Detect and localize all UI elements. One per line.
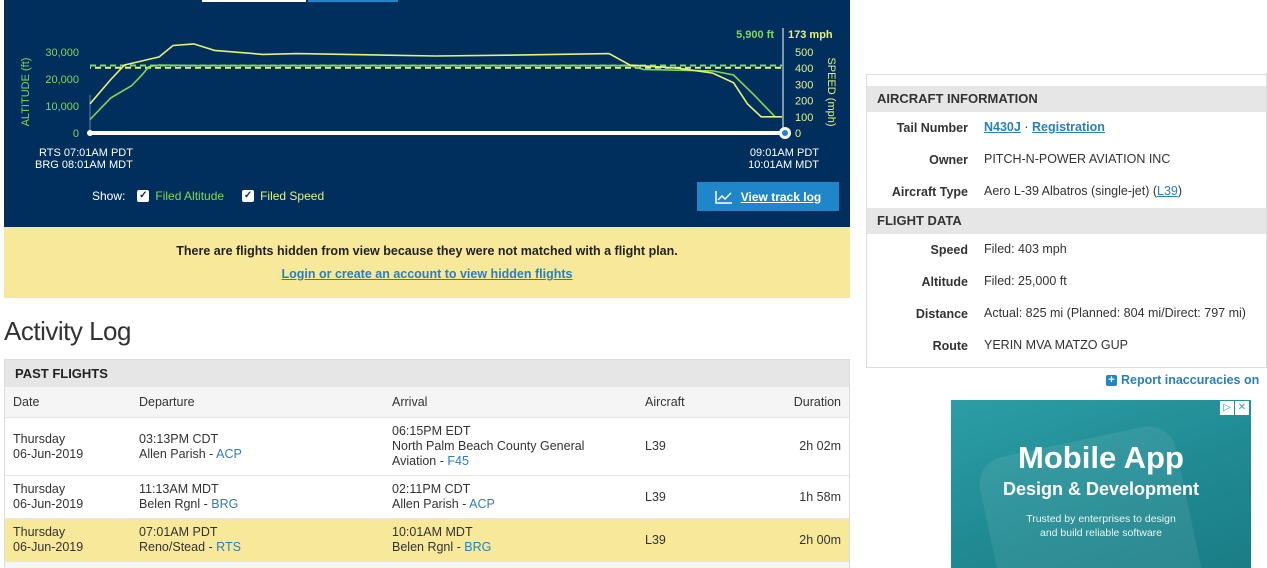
speed-value: Filed: 403 mph	[984, 242, 1067, 256]
filed-speed-label[interactable]: Filed Speed	[260, 189, 325, 203]
start-label-origin: RTS 07:01AM PDT	[39, 147, 133, 159]
advertisement[interactable]	[951, 400, 1251, 568]
tail-sep: ·	[1024, 120, 1029, 134]
table-header-row	[5, 387, 849, 418]
hidden-flights-notice	[4, 227, 850, 298]
aircraft-info-header: AIRCRAFT INFORMATION	[867, 86, 1266, 112]
dep-code-link[interactable]: BRG	[211, 497, 239, 511]
arr-name: Belen Rgnl	[392, 540, 454, 554]
date-cell	[5, 519, 131, 562]
dep-code-link[interactable]: RTS	[216, 540, 241, 554]
dep-time: 11:13AM MDT	[139, 482, 219, 496]
tail-number-value	[984, 120, 1105, 134]
dep-time: 03:13PM CDT	[139, 431, 219, 446]
departure-cell: 11:13AM MDT Belen Rgnl - BRG	[131, 476, 384, 519]
date-cell	[5, 476, 131, 519]
distance-row	[867, 298, 1266, 330]
day-text: Thursday	[13, 482, 66, 496]
past-flights-header: PAST FLIGHTS	[5, 360, 849, 387]
col-arrival[interactable]: Arrival	[384, 387, 637, 418]
view-track-log-button[interactable]	[697, 182, 839, 211]
altitude-series-line	[90, 65, 775, 120]
route-value: YERIN MVA MATZO GUP	[984, 338, 1128, 352]
aircraft-type-label: Aircraft Type	[891, 185, 968, 199]
y-axis-left-title: ALTITUDE (ft)	[20, 57, 32, 127]
speed-series-line	[90, 44, 782, 117]
ad-subtitle: Design & Development	[1002, 479, 1200, 499]
line-chart-icon	[715, 190, 733, 204]
arr-time: 10:01AM MDT	[392, 525, 473, 539]
y-tick-right: 0	[795, 128, 802, 140]
col-date[interactable]: Date	[5, 387, 131, 418]
aircraft-position-dot	[782, 130, 788, 136]
arrival-cell: 06:15PM EDT North Palm Beach County General Aviation - F45	[384, 418, 637, 476]
dep-name: Belen Rgnl	[139, 497, 201, 511]
aircraft-cell: L39	[637, 519, 763, 562]
day-text: Thursday	[13, 431, 66, 446]
plus-icon: +	[1106, 375, 1117, 386]
flights-table	[5, 387, 849, 568]
y-tick-right: 400	[795, 63, 814, 76]
aircraft-type-text: Aero L-39 Albatros (single-jet) (	[984, 184, 1157, 198]
date-text: 06-Jun-2019	[13, 497, 84, 511]
origin-dot	[87, 130, 93, 136]
aircraft-type-value	[984, 184, 1182, 198]
arr-name-cont: Aviation	[392, 454, 437, 468]
table-row[interactable]	[5, 418, 849, 476]
altitude-row	[867, 266, 1266, 298]
ad-tagline-2: and build reliable software	[1040, 527, 1162, 539]
y-tick-left: 0	[72, 128, 79, 140]
filed-speed-checkbox[interactable]: ✓	[243, 190, 253, 201]
date-text: 06-Jun-2019	[13, 540, 84, 554]
day-text: Thursday	[13, 525, 66, 539]
arr-time: 06:15PM EDT	[392, 424, 471, 438]
arrival-cell: 10:01AM MDT Belen Rgnl - BRG	[384, 519, 637, 562]
altitude-label: Altitude	[921, 275, 968, 289]
arr-code-link[interactable]: BRG	[464, 540, 492, 554]
col-departure[interactable]: Departure	[131, 387, 384, 418]
show-label: Show:	[92, 189, 126, 203]
distance-value: Actual: 825 mi (Planned: 804 mi/Direct: 797 mi)	[984, 306, 1246, 320]
arr-time: 02:11PM CDT	[392, 482, 471, 496]
date-cell	[5, 418, 131, 476]
departure-cell: 03:13PM CDT Allen Parish - ACP	[131, 418, 384, 476]
aircraft-type-row	[867, 176, 1266, 208]
altitude-value: Filed: 25,000 ft	[984, 274, 1067, 288]
arr-name: North Palm Beach County General	[392, 439, 585, 453]
flight-data-header: FLIGHT DATA	[867, 208, 1266, 234]
activity-log-title: Activity Log	[4, 316, 131, 346]
aircraft-cell: L39	[637, 418, 763, 476]
aircraft-info-panel	[866, 74, 1267, 368]
duration-cell: 2h 02m	[763, 418, 849, 476]
owner-row	[867, 144, 1266, 176]
arr-code-link[interactable]: F45	[447, 454, 469, 468]
col-aircraft[interactable]: Aircraft	[637, 387, 763, 418]
speed-label: Speed	[930, 243, 968, 257]
y-tick-left: 10,000	[45, 101, 79, 113]
aircraft-type-code-link[interactable]: L39	[1157, 184, 1178, 198]
notice-message: There are flights hidden from view because they were not matched with a flight plan.	[176, 244, 678, 258]
report-inaccuracies-link[interactable]	[1106, 373, 1259, 387]
aircraft-type-close: )	[1177, 184, 1183, 198]
filed-altitude-checkbox[interactable]: ✓	[139, 190, 148, 201]
table-row[interactable]	[5, 476, 849, 519]
table-row[interactable]	[5, 519, 849, 562]
speed-row	[867, 234, 1266, 266]
y-tick-left: 30,000	[45, 47, 79, 59]
arr-code-link[interactable]: ACP	[469, 497, 495, 511]
ad-info-icon[interactable]: ▷	[1220, 401, 1234, 415]
past-flights-table	[4, 359, 850, 568]
dep-name: Allen Parish	[139, 446, 206, 461]
current-speed-label: 173 mph	[788, 29, 833, 41]
route-row	[867, 330, 1266, 362]
view-track-log-label: View track log	[740, 189, 822, 204]
flight-profile-chart	[4, 0, 850, 227]
end-label-local: 10:01AM MDT	[748, 159, 819, 171]
arrival-cell: 02:11PM CDT Allen Parish - ACP	[384, 476, 637, 519]
y-axis-right-title: SPEED (mph)	[825, 57, 837, 127]
login-link[interactable]: Login or create an account to view hidden flights	[281, 267, 573, 281]
duration-cell: 1h 58m	[763, 476, 849, 519]
report-inaccuracies-label: Report inaccuracies on	[1121, 373, 1260, 387]
dep-time: 07:01AM PDT	[139, 525, 218, 539]
y-tick-left: 20,000	[45, 74, 79, 86]
col-duration[interactable]: Duration	[763, 387, 849, 418]
y-tick-right: 200	[795, 95, 814, 108]
y-tick-right: 500	[795, 47, 814, 59]
y-tick-right: 300	[795, 79, 814, 92]
owner-value: PITCH-N-POWER AVIATION INC	[984, 152, 1171, 166]
chart-toggles	[92, 189, 324, 203]
registration-link[interactable]: Registration	[1031, 120, 1105, 134]
dep-code-link[interactable]: ACP	[216, 446, 242, 461]
ad-title: Mobile App	[1018, 440, 1184, 475]
table-row	[5, 562, 849, 568]
tail-number-row	[867, 112, 1266, 144]
distance-label: Distance	[915, 307, 968, 321]
duration-cell: 2h 00m	[763, 519, 849, 562]
ad-tagline-1: Trusted by enterprises to design	[1026, 513, 1176, 525]
ad-close-icon[interactable]: ✕	[1235, 401, 1249, 415]
y-tick-right: 100	[795, 111, 814, 124]
date-text: 06-Jun-2019	[13, 446, 84, 461]
filed-altitude-label[interactable]: Filed Altitude	[155, 189, 225, 203]
current-altitude-label: 5,900 ft	[736, 29, 774, 41]
end-label-origin: 09:01AM PDT	[749, 147, 819, 159]
tail-number-label: Tail Number	[896, 121, 968, 135]
ad-choices[interactable]	[1220, 401, 1249, 415]
owner-label: Owner	[929, 153, 968, 167]
start-label-local: BRG 08:01AM MDT	[35, 159, 133, 171]
departure-cell: 07:01AM PDT Reno/Stead - RTS	[131, 519, 384, 562]
tail-number-link[interactable]: N430J	[984, 120, 1021, 134]
arr-name: Allen Parish	[392, 497, 459, 511]
dep-name: Reno/Stead	[139, 540, 206, 554]
route-label: Route	[932, 339, 968, 353]
aircraft-cell: L39	[637, 476, 763, 519]
